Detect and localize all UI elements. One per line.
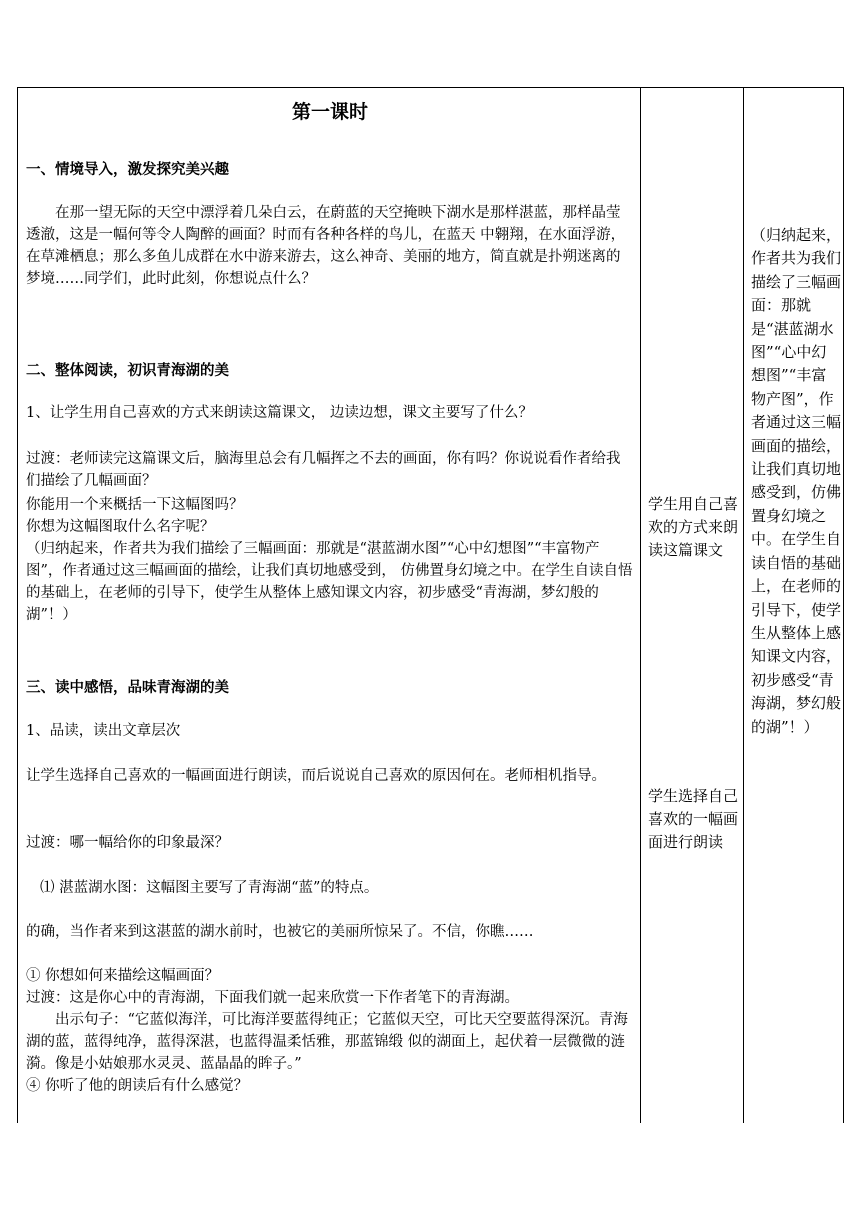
section2-transition: 过渡：老师读完这篇课文后，脑海里总会有几幅挥之不去的画面，你有吗？你说说看作者给我们描绘了几幅画面？ (26, 451, 621, 489)
section2-question2: 你想为这幅图取什么名字呢？ (26, 519, 215, 535)
section2-heading: 二、整体阅读，初识青海湖的美 (26, 363, 229, 379)
section1-heading: 一、情境导入，激发探究美兴趣 (26, 162, 229, 178)
section3-heading: 三、读中感悟，品味青海湖的美 (26, 680, 229, 696)
section3-item1: 1、品读，读出文章层次 (26, 723, 181, 739)
column-divider (640, 88, 641, 1123)
section3-quote: 出示句子：“它蓝似海洋，可比海洋要蓝得纯正；它蓝似天空，可比天空要蓝得深沉。青海湖的蓝，蓝得纯净，蓝得深湛，也蓝得温柔恬雅，那蓝锦缎 似的湖面上，起伏着一层微微的涟漪。像是小姑娘那水灵灵、蓝晶晶的眸子。” (26, 1012, 628, 1072)
section3-transition2: 过渡：这是你心中的青海湖，下面我们就一起来欣赏一下作者笔下的青海湖。 (26, 990, 519, 1006)
column-divider (743, 88, 744, 1123)
mid-note-1: 学生用自己喜欢的方式来朗读这篇课文 (648, 495, 739, 559)
section2-question1: 你能用一个来概括一下这幅图吗？ (26, 497, 244, 513)
section3-question1: ① 你想如何来描绘这幅画面？ (26, 968, 220, 984)
section3-sub1: ⑴ 湛蓝湖水图：这幅图主要写了青海湖“蓝”的特点。 (40, 880, 379, 896)
section3-instruction: 让学生选择自己喜欢的一幅画面进行朗读，而后说说自己喜欢的原因何在。老师相机指导。 (26, 768, 606, 784)
right-note: （归纳起来，作者共为我们描绘了三幅画面：那就是“湛蓝湖水图”“心中幻想图”“丰富物产图”，作者通过这三幅画面的描绘，让我们真切地感受到，仿佛置身幻境之中。在学生自读自悟的基础上，在老师的引导下，使学生从整体上感知课文内容，初步感受“青海湖，梦幻般的湖”！） (751, 226, 842, 736)
section2-summary: （归纳起来，作者共为我们描绘了三幅画面：那就是“湛蓝湖水图”“心中幻想图”“丰富物产图”，作者通过这三幅画面的描绘，让我们真切地感受到， 仿佛置身幻境之中。在学生自读自悟的基础上，在老师的引导下，使学生从整体上感知课文内容，初步感受“青海湖，梦幻般的湖”！） (26, 541, 633, 623)
section3-paragraph1: 的确，当作者来到这湛蓝的湖水前时，也被它的美丽所惊呆了。不信，你瞧…… (26, 924, 534, 940)
section3-transition1: 过渡：哪一幅给你的印象最深？ (26, 835, 229, 851)
section2-item1: 1、让学生用自己喜欢的方式来朗读这篇课文， 边读边想，课文主要写了什么？ (26, 405, 533, 421)
page-title: 第一课时 (291, 101, 368, 123)
mid-note-2: 学生选择自己喜欢的一幅画面进行朗读 (648, 787, 739, 851)
lesson-table (17, 87, 844, 1123)
section3-question4: ④ 你听了他的朗读后有什么感觉？ (26, 1078, 249, 1094)
section1-text: 在那一望无际的天空中漂浮着几朵白云，在蔚蓝的天空掩映下湖水是那样湛蓝，那样晶莹透澈，这是一幅何等令人陶醉的画面？时而有各种各样的鸟儿，在蓝天 中翱翔，在水面浮游，在草滩栖息；那么多鱼儿成群在水中游来游去，这么神奇、美丽的地方，简直就是扑朔迷离的梦境……同学们，此时此刻，你想说点什么？ (26, 205, 626, 287)
